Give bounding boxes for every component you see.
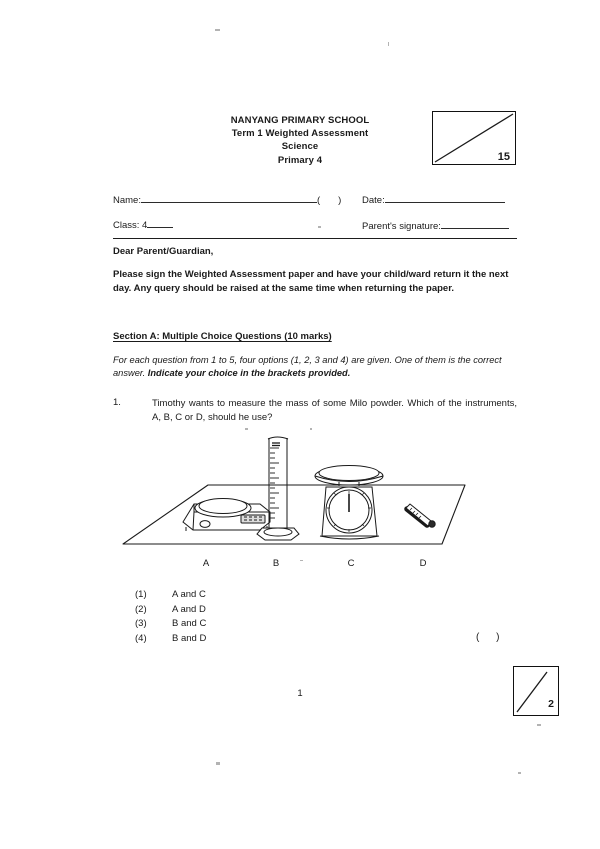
kitchen-scale-icon bbox=[315, 466, 383, 540]
level-name: Primary 4 bbox=[277, 154, 323, 166]
option-text: B and C bbox=[172, 618, 207, 630]
answer-bracket[interactable] bbox=[476, 632, 506, 643]
question-1-options bbox=[135, 588, 206, 646]
class-field[interactable] bbox=[113, 217, 173, 231]
total-marks-box bbox=[432, 111, 516, 165]
scan-speck bbox=[215, 29, 220, 31]
corner-marks-box bbox=[513, 666, 559, 716]
option-row[interactable] bbox=[135, 603, 206, 618]
electronic-balance-icon bbox=[183, 499, 270, 532]
name-input-line[interactable] bbox=[141, 191, 317, 203]
date-label: Date: bbox=[362, 195, 385, 206]
horizontal-divider bbox=[113, 238, 517, 239]
parent-signature-label: Parent's signature: bbox=[362, 221, 441, 232]
date-field[interactable] bbox=[362, 191, 505, 206]
option-number: (4) bbox=[135, 632, 147, 644]
option-number: (2) bbox=[135, 603, 147, 615]
answer-bracket-text: ( ) bbox=[476, 632, 507, 643]
instruction-plain: For each question from 1 to 5, four options (1, 2, 3 and 4) are given. One of them is the correct answer. bbox=[113, 355, 502, 379]
scan-speck bbox=[518, 772, 521, 774]
diagram-label-c: C bbox=[347, 558, 355, 569]
option-text: B and D bbox=[172, 632, 207, 644]
thermometer-icon bbox=[406, 504, 435, 527]
question-1-number: 1. bbox=[113, 397, 121, 408]
date-input-line[interactable] bbox=[385, 191, 505, 203]
class-input-line[interactable] bbox=[147, 217, 173, 228]
parent-note-body: Please sign the Weighted Assessment paper and have your child/ward return it the next day. Any query should be raised at the same time when returning the paper. bbox=[113, 269, 509, 294]
total-marks-value: 15 bbox=[497, 151, 510, 163]
diagram-label-a: A bbox=[202, 558, 210, 569]
corner-marks-value: 2 bbox=[548, 698, 554, 710]
page-title bbox=[180, 114, 420, 167]
option-text: A and C bbox=[172, 589, 206, 600]
option-number: (1) bbox=[135, 589, 147, 600]
diagram-label-d: D bbox=[419, 558, 427, 569]
question-1-text: Timothy wants to measure the mass of some Milo powder. Which of the instruments, A, B, C or D, should he use? bbox=[152, 398, 517, 423]
parent-signature-field[interactable] bbox=[362, 217, 509, 232]
option-row[interactable] bbox=[135, 588, 206, 603]
option-row[interactable] bbox=[135, 632, 206, 647]
page-number: 1 bbox=[297, 688, 303, 699]
name-bracket-open: ( bbox=[316, 195, 321, 206]
parent-salutation: Dear Parent/Guardian, bbox=[113, 246, 214, 257]
scan-speck bbox=[216, 762, 220, 765]
subject-name: Science bbox=[281, 141, 319, 153]
scan-speck bbox=[310, 428, 312, 430]
scan-speck bbox=[245, 428, 248, 430]
scan-speck bbox=[318, 226, 321, 228]
name-field[interactable] bbox=[113, 191, 341, 206]
instruction-bold: Indicate your choice in the brackets provided. bbox=[147, 368, 351, 379]
option-row[interactable] bbox=[135, 617, 206, 632]
option-text: A and D bbox=[172, 603, 206, 615]
diagram-label-b: B bbox=[272, 558, 280, 569]
scan-speck bbox=[300, 560, 303, 561]
name-bracket-close: ) bbox=[338, 195, 342, 206]
section-a-heading: Section A: Multiple Choice Questions (10 marks) bbox=[113, 331, 332, 342]
question-1-diagram bbox=[110, 432, 480, 560]
exam-name: Term 1 Weighted Assessment bbox=[231, 128, 369, 140]
section-a-instruction bbox=[113, 354, 517, 381]
parent-signature-input-line[interactable] bbox=[441, 217, 509, 229]
scan-speck bbox=[537, 724, 541, 726]
class-label: Class: 4 bbox=[113, 220, 148, 231]
scan-speck bbox=[388, 42, 389, 46]
option-number: (3) bbox=[135, 618, 147, 630]
school-name: NANYANG PRIMARY SCHOOL bbox=[230, 115, 370, 126]
name-label: Name: bbox=[113, 195, 141, 206]
